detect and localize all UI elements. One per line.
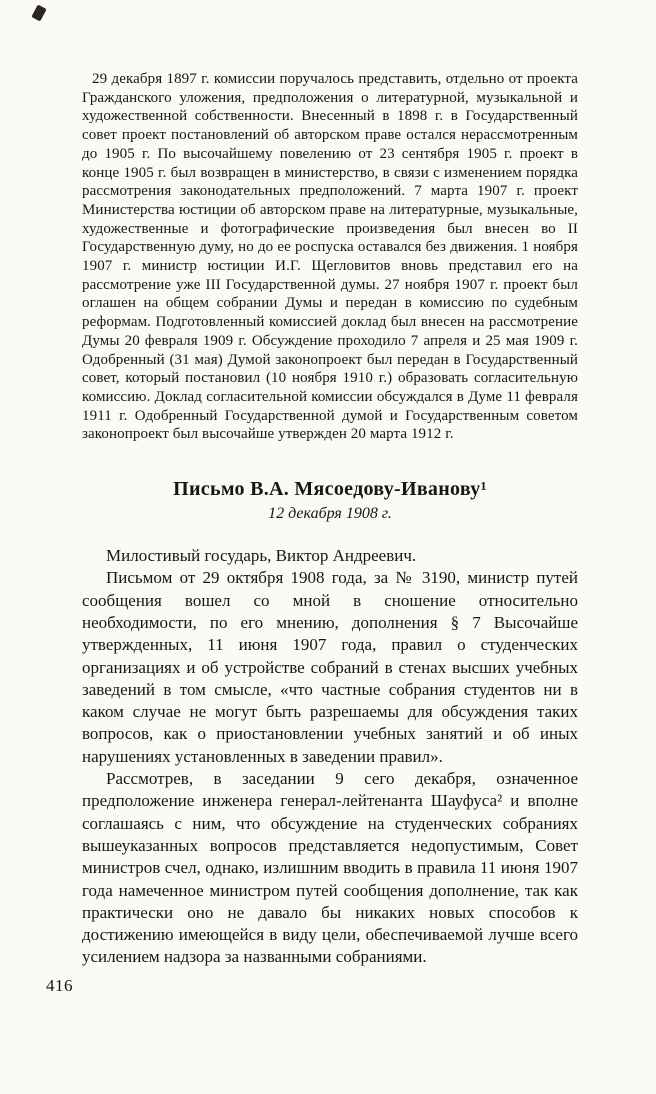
letter-paragraph: Рассмотрев, в заседании 9 сего декабря, означенное предположение инженера генерал-лейтенанта Шауфуса² и вполне соглашаясь с ним, что обсуждение на студенческих собраниях вышеуказанных вопросов представляется недопустимым, Совет министров счел, однако, излишним вводить в правила 11 июня 1907 года намеченное министром путей сообщения дополнение, так как практически оно не давало бы никаких новых способов к достижению имеющейся в виду цели, обеспечиваемой лучше всего усилением надзора за названными собраниями.	[82, 769, 578, 967]
letter-title: Письмо В.А. Мясоедову-Иванову¹	[173, 478, 487, 501]
letter-body	[82, 545, 578, 969]
editorial-note: 29 декабря 1897 г. комиссии поручалось представить, отдельно от проекта Гражданского уложения, предположения о литературной, музыкальной и художественной собственности. Внесенный в 1898 г. в Государственный совет проект постановлений об авторском праве остался нерассмотренным до 1905 г. По высочайшему повелению от 23 сентября 1905 г. проект в конце 1905 г. был возвращен в министерство, в связи с изменением порядка рассмотрения законодательных предположений. 7 марта 1907 г. проект Министерства юстиции об авторском праве на литературные, музыкальные, художественные и фотографические произведения был внесен во II Государственную думу, но до ее роспуска оставался без движения. 1 ноября 1907 г. министр юстиции И.Г. Щегловитов вновь представил его на рассмотрение уже III Государственной думы. 27 ноября 1907 г. проект был оглашен на общем собрании Думы и передан в комиссию по судебным реформам. Подготовленный комиссией доклад был внесен на рассмотрение Думы 20 февраля 1909 г. Обсуждение проходило 7 апреля и 25 мая 1909 г. Одобренный (31 мая) Думой законопроект был передан в Государственный совет, который постановил (10 ноября 1910 г.) образовать согласительную комиссию. Доклад согласительной комиссии обсуждался в Думе 11 февраля 1911 г. Одобренный Государственной думой и Государственным советом законопроект был высочайше утвержден 20 марта 1912 г.	[82, 71, 578, 443]
letter-paragraph: Письмом от 29 октября 1908 года, за № 3190, министр путей сообщения вошел со мной в сношение относительно необходимости, по его мнению, дополнения § 7 Высочайше утвержденных, 11 июня 1907 года, правил о студенческих организациях и об устройстве собраний в стенах высших учебных заведений в том смысле, «что частные собрания студентов ни в каком случае не могут быть разрешаемы для обсуждения таких вопросов, как о приостановлении учебных занятий и об иных нарушениях установленных в заведении правил».	[82, 568, 578, 766]
scan-artifact	[31, 4, 46, 21]
letter-date: 12 декабря 1908 г.	[268, 505, 392, 523]
letter-salutation: Милостивый государь, Виктор Андреевич.	[106, 546, 417, 566]
text-block	[82, 70, 578, 969]
page-number: 416	[46, 976, 73, 995]
